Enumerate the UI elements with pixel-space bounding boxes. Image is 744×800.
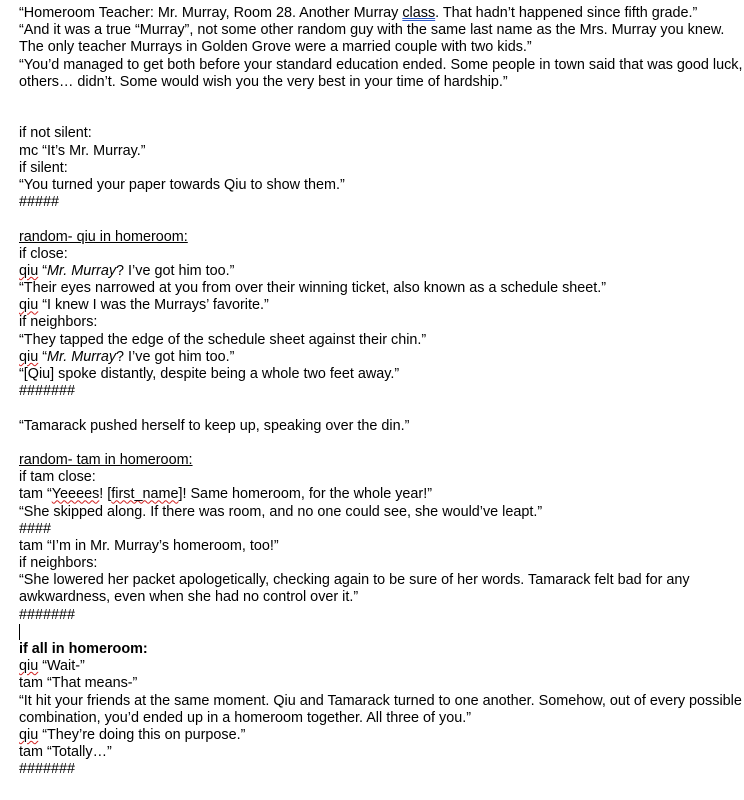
condition-if-neighbors: if neighbors: [19,314,98,331]
text-cursor [19,624,20,640]
condition-silent: if silent: [19,159,68,176]
separator: ####### [19,606,76,623]
blank-line [19,91,744,108]
line-qiu-wait: qiu “Wait-” [19,658,85,675]
line-mc-mr-murray: mc “It’s Mr. Murray.” [19,142,146,159]
line-tam-totally: tam “Totally…” [19,744,112,761]
separator: ####### [19,761,76,778]
separator: ####### [19,383,76,400]
condition-not-silent: if not silent: [19,125,92,142]
line-tam-murray-homeroom: tam “I’m in Mr. Murray’s homeroom, too!” [19,537,279,554]
line-spoke-distantly: “[Qiu] spoke distantly, despite being a whole two feet away.” [19,366,400,383]
condition-if-close: if close: [19,245,68,262]
spellcheck-qiu[interactable]: qiu [19,297,39,314]
line-qiu-got-him-2: qiu “Mr. Murray? I’ve got him too.” [19,348,235,365]
grammar-flag-class[interactable]: class [402,5,436,21]
line-skipped-along: “She skipped along. If there was room, and no one could see, she would’ve leapt.” [19,503,543,520]
heading-qiu-homeroom: random- qiu in homeroom: [19,228,188,245]
paragraph-hit-friends: “It hit your friends at the same moment. Qiu and Tamarack turned to one another. Somehow, out of every possible combination, you’d ended up in a homeroom together. All three of you.” [19,692,742,726]
spellcheck-first-name[interactable]: first_name [111,486,179,503]
blank-line [19,435,744,452]
paragraph-true-murray: “And it was a true “Murray”, not some other random guy with the same last name as the Mrs. Murray you knew. The only teacher Murrays in Golden Grove were a married couple with two kids.” [19,22,725,56]
blank-line [19,211,744,228]
spellcheck-qiu[interactable]: qiu [19,727,39,744]
line-tam-yeeees: tam “Yeeees! [first_name]! Same homeroom, for the whole year!” [19,486,433,503]
line-qiu-got-him: qiu “Mr. Murray? I’ve got him too.” [19,262,235,279]
condition-if-tam-close: if tam close: [19,469,96,486]
condition-if-neighbors: if neighbors: [19,555,98,572]
heading-tam-homeroom: random- tam in homeroom: [19,451,193,468]
spellcheck-qiu[interactable]: qiu [19,262,39,279]
paragraph-lowered-packet: “She lowered her packet apologetically, checking again to be sure of her words. Tamarack felt bad for any awkwardness, even when she had no control over it.” [19,572,690,606]
text-cursor-line[interactable] [19,624,744,641]
spellcheck-yeeees[interactable]: Yeeees [51,486,100,503]
line-turned-paper: “You turned your paper towards Qiu to show them.” [19,176,345,193]
blank-line [19,400,744,417]
line-qiu-favorite: qiu “I knew I was the Murrays’ favorite.” [19,297,269,314]
line-eyes-narrowed: “Their eyes narrowed at you from over their winning ticket, also known as a schedule sheet.” [19,280,607,297]
blank-line [19,108,744,125]
paragraph-teacher: “Homeroom Teacher: Mr. Murray, Room 28. Another Murray class. That hadn’t happened since fifth grade.” [19,5,698,21]
heading-all-in-homeroom: if all in homeroom: [19,641,148,658]
spellcheck-qiu[interactable]: qiu [19,348,39,365]
line-tamarack-pushed: “Tamarack pushed herself to keep up, speaking over the din.” [19,417,410,434]
line-tapped-edge: “They tapped the edge of the schedule sheet against their chin.” [19,331,427,348]
paragraph-good-luck: “You’d managed to get both before your standard education ended. Some people in town said that was good luck, others… didn’t. Some would wish you the very best in your time of hardship.” [19,56,743,90]
line-tam-that-means: tam “That means-” [19,675,138,692]
line-qiu-on-purpose: qiu “They’re doing this on purpose.” [19,727,246,744]
spellcheck-qiu[interactable]: qiu [19,658,39,675]
separator: ##### [19,194,60,211]
separator: #### [19,520,52,537]
